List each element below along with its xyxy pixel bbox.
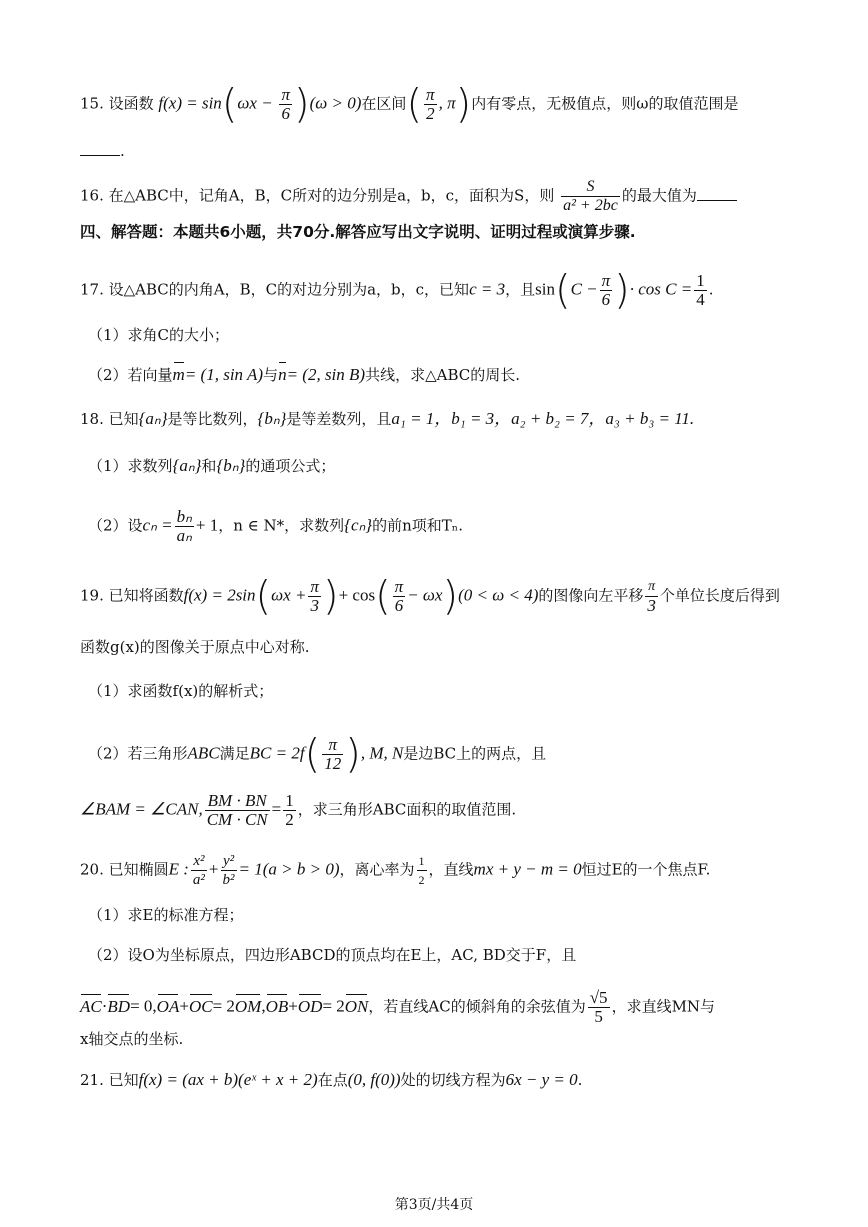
q20-part1: （1）求E的标准方程； — [88, 906, 244, 924]
page-footer: 第3页/共4页 — [394, 1197, 474, 1213]
q15-line1: 15. 设函数 f(x) = sin(ωx − $\frac{\pi}{6}$ )(ω > 0)在区间( $\frac{\pi}{2}$ , π)内有零点，无极值点，则ω的取值范围是 — [80, 81, 739, 128]
answer-blank — [697, 186, 737, 201]
q15-lead: 15. 设函数 — [80, 94, 154, 113]
q19-line2: 函数g(x)的图像关于原点中心对称. — [80, 638, 310, 656]
q15-line2: . — [80, 140, 808, 162]
vector-n: n — [278, 365, 287, 384]
vector-m: m — [172, 365, 185, 384]
q19-part1: （1）求函数f(x)的解析式； — [88, 682, 274, 700]
q18-part1: （1）求数列{aₙ}和{bₙ}的通项公式； — [88, 456, 336, 475]
q20-line1: 20. 已知椭圆E : $\frac{\text{x²}}{\text{a²}}$ + $\frac{\text{y²}}{\text{b²}}$ = 1(a > b > 0)，离心率为 $\frac{1}{2}$ ，直线mx + y − m = 0恒过E的一个焦点F. — [80, 853, 711, 888]
q18-line: 18. 已知{aₙ}是等比数列，{bₙ}是等差数列，且a₁ = 1，b₁ = 3，a₂ + b₂ = 7，a₃ + b₃ = 11. — [80, 409, 695, 428]
q17-line: 17. 设△ABC的内角A，B，C的对边分别为a，b，c，已知c = 3，且sin(C − $\frac{\pi}{6}$ )· cos C = $\frac{1}{4}$ . — [80, 267, 714, 314]
answer-blank — [80, 141, 120, 156]
q19-line-ratio: ∠BAM = ∠CAN, $\frac{BM \cdot BN}{CM \cdot CN}$ = $\frac{1}{2}$ ，求三角形ABC面积的取值范围. — [80, 791, 517, 829]
q17-part2: （2）若向量m= (1, sin A)与n= (2, sin B)共线，求△ABC的周长. — [88, 365, 521, 384]
q18-part2: （2）设cₙ = $\frac{\text{bₙ}}{\text{aₙ}}$ + 1，n ∈ N*，求数列{cₙ}的前n项和Tₙ. — [88, 507, 464, 545]
q20-part2: （2）设O为坐标原点，四边形ABCD的顶点均在E上，AC, BD交于F，且 — [88, 946, 577, 964]
q16-line: 16. 在△ABC中，记角A，B，C所对的边分别是a，b，c，面积为S，则 $\frac{S}{\text{a² + 2bc}}$ 的最大值为 — [80, 178, 808, 215]
q19-part2: （2）若三角形ABC满足BC = 2f( $\frac{\pi}{12}$ ), M, N是边BC上的两点，且 — [88, 731, 547, 778]
q20-vectors: AC·BD= 0,OA+OC= 2OM,OB+OD= 2ON，若直线AC的倾斜角的余弦值为 $\frac{√5}{5}$ ，求直线MN与 — [80, 988, 716, 1026]
q21-line: 21. 已知f(x) = (ax + b)(eˣ + x + 2)在点(0, f(0))处的切线方程为6x − y = 0. — [80, 1070, 583, 1089]
q20-line3: x轴交点的坐标. — [80, 1030, 184, 1048]
q17-part1: （1）求角C的大小； — [88, 326, 230, 344]
q15-func: f(x) = sin — [158, 93, 222, 113]
q19-line1: 19. 已知将函数f(x) = 2sin(ωx + $\frac{\pi}{3}$ )+ cos( $\frac{\pi}{6}$ − ωx)(0 < ω < 4)的图像向左平移 $\frac{\pi}{3}$ 个单位长度后得到 — [80, 573, 780, 620]
section-heading: 四、解答题：本题共6小题，共70分.解答应写出文字说明、证明过程或演算步骤. — [80, 223, 636, 241]
